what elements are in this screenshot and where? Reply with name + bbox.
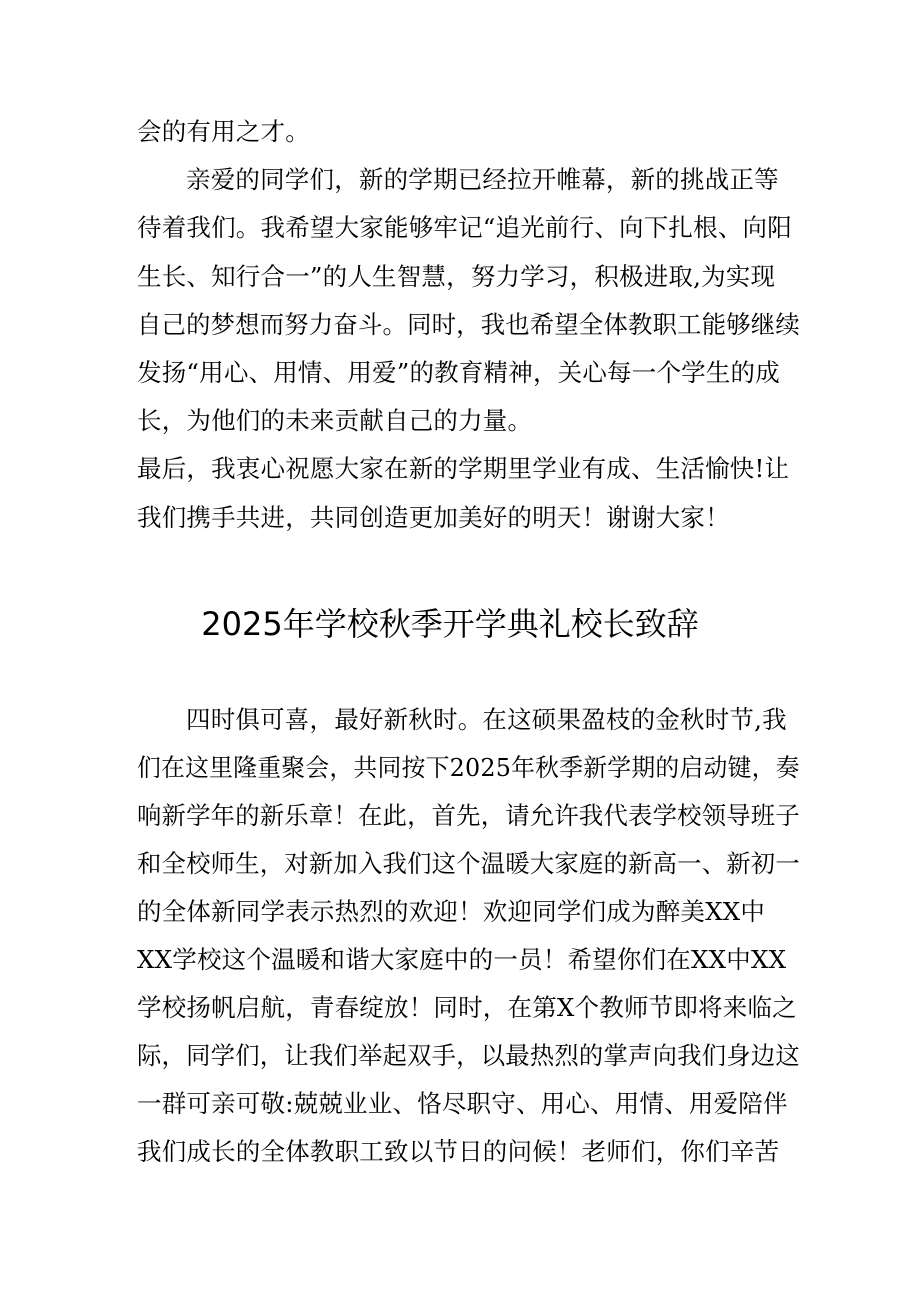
paragraph-line: 长，为他们的未来贡献自己的力量。 xyxy=(137,406,533,435)
paragraph-line: 响新学年的新乐章！在此，首先，请允许我代表学校领导班子 xyxy=(137,801,800,830)
paragraph-line: 自己的梦想而努力奋斗。同时，我也希望全体教职工能够继续 xyxy=(137,310,800,339)
paragraph-line: 待着我们。我希望大家能够牢记“追光前行、向下扎根、向阳 xyxy=(137,213,792,242)
paragraph-line: 学校扬帆启航，青春绽放！同时，在第X个教师节即将来临之 xyxy=(137,993,797,1022)
paragraph-line: 和全校师生，对新加入我们这个温暖大家庭的新高一、新初一 xyxy=(137,849,800,878)
paragraph-line: 最后，我衷心祝愿大家在新的学期里学业有成、生活愉快!让 xyxy=(137,454,790,483)
paragraph-line: 的全体新同学表示热烈的欢迎！欢迎同学们成为醉美XX中 xyxy=(137,897,766,926)
paragraph-line: 发扬“用心、用情、用爱”的教育精神，关心每一个学生的成 xyxy=(137,358,780,387)
document-title: 2025年学校秋季开学典礼校长致辞 xyxy=(201,605,699,643)
paragraph-line: 一群可亲可敬:兢兢业业、恪尽职守、用心、用情、用爱陪伴 xyxy=(137,1089,788,1118)
paragraph-line: 四时俱可喜，最好新秋时。在这硕果盈枝的金秋时节,我 xyxy=(186,705,787,734)
paragraph-line: 际，同学们，让我们举起双手，以最热烈的掌声向我们身边这 xyxy=(137,1041,800,1070)
paragraph-line: 亲爱的同学们，新的学期已经拉开帷幕，新的挑战正等 xyxy=(186,165,779,194)
paragraph-line: XX学校这个温暖和谐大家庭中的一员！希望你们在XX中XX xyxy=(137,945,787,974)
paragraph-line: 生长、知行合一”的人生智慧，努力学习，积极进取,为实现 xyxy=(137,262,776,291)
paragraph-line: 们在这里隆重聚会，共同按下2025年秋季新学期的启动键，奏 xyxy=(137,753,800,782)
paragraph-line: 会的有用之才。 xyxy=(137,117,310,146)
paragraph-line: 我们携手共进，共同创造更加美好的明天！谢谢大家！ xyxy=(137,503,730,532)
paragraph-line: 我们成长的全体教职工致以节日的问候！老师们，你们辛苦 xyxy=(137,1137,780,1166)
